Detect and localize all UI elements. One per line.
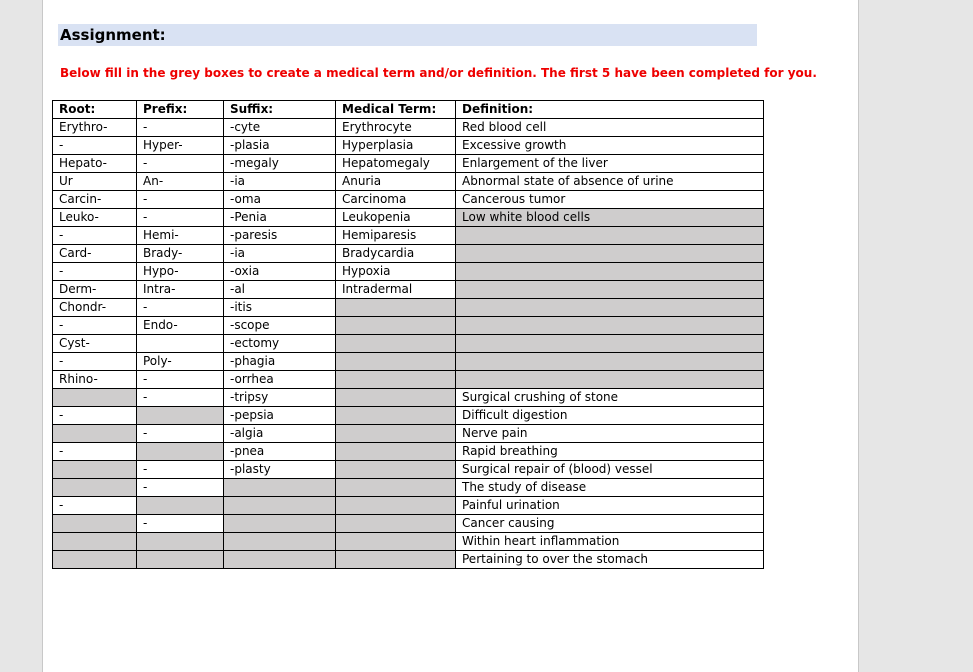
cell-root: - [53,263,137,281]
fill-in-box-medical-term[interactable] [336,407,456,425]
cell-prefix [137,335,224,353]
cell-root: Chondr- [53,299,137,317]
cell-root: - [53,407,137,425]
fill-in-box-medical-term[interactable] [336,317,456,335]
cell-definition: Abnormal state of absence of urine [456,173,764,191]
cell-root: - [53,137,137,155]
cell-prefix: - [137,191,224,209]
fill-in-box-prefix[interactable] [137,551,224,569]
fill-in-box-prefix[interactable] [137,533,224,551]
cell-root: - [53,443,137,461]
fill-in-box-prefix[interactable] [137,407,224,425]
cell-medical-term: Anuria [336,173,456,191]
cell-prefix: Poly- [137,353,224,371]
cell-root: Erythro- [53,119,137,137]
table-row [53,281,764,299]
table-row [53,443,764,461]
table-row [53,515,764,533]
fill-in-box-root[interactable] [53,461,137,479]
fill-in-box-definition[interactable] [456,299,764,317]
cell-definition: Excessive growth [456,137,764,155]
table-row [53,533,764,551]
cell-suffix: -phagia [224,353,336,371]
fill-in-box-medical-term[interactable] [336,443,456,461]
cell-suffix: -megaly [224,155,336,173]
cell-medical-term: Carcinoma [336,191,456,209]
table-header-row [53,101,764,119]
cell-root: Hepato- [53,155,137,173]
table-row [53,317,764,335]
cell-suffix: -plasty [224,461,336,479]
header-medical-term: Medical Term: [336,101,456,119]
cell-prefix: - [137,209,224,227]
cell-prefix: An- [137,173,224,191]
fill-in-box-medical-term[interactable] [336,551,456,569]
cell-medical-term: Hypoxia [336,263,456,281]
fill-in-box-medical-term[interactable] [336,389,456,407]
fill-in-box-definition[interactable] [456,263,764,281]
cell-root: Leuko- [53,209,137,227]
cell-prefix: Brady- [137,245,224,263]
fill-in-box-definition[interactable] [456,227,764,245]
table-row [53,209,764,227]
table-row [53,497,764,515]
table-row [53,191,764,209]
cell-root: - [53,497,137,515]
fill-in-box-medical-term[interactable] [336,497,456,515]
cell-suffix: -orrhea [224,371,336,389]
fill-in-box-medical-term[interactable] [336,299,456,317]
cell-suffix: -oxia [224,263,336,281]
fill-in-box-definition[interactable] [456,335,764,353]
fill-in-box-suffix[interactable] [224,533,336,551]
cell-prefix: - [137,155,224,173]
fill-in-box-definition[interactable]: Low white blood cells [456,209,764,227]
header-definition: Definition: [456,101,764,119]
cell-definition: Surgical crushing of stone [456,389,764,407]
fill-in-box-medical-term[interactable] [336,533,456,551]
fill-in-box-definition[interactable] [456,245,764,263]
cell-root: Carcin- [53,191,137,209]
cell-prefix: Hypo- [137,263,224,281]
fill-in-box-root[interactable] [53,425,137,443]
cell-prefix: Hemi- [137,227,224,245]
fill-in-box-suffix[interactable] [224,479,336,497]
fill-in-box-medical-term[interactable] [336,371,456,389]
cell-suffix: -plasia [224,137,336,155]
table-row [53,137,764,155]
fill-in-box-root[interactable] [53,389,137,407]
table-row [53,263,764,281]
table-row [53,335,764,353]
cell-suffix: -Penia [224,209,336,227]
fill-in-box-prefix[interactable] [137,443,224,461]
table-row [53,461,764,479]
cell-suffix: -paresis [224,227,336,245]
fill-in-box-suffix[interactable] [224,497,336,515]
fill-in-box-medical-term[interactable] [336,353,456,371]
fill-in-box-root[interactable] [53,533,137,551]
cell-suffix: -pnea [224,443,336,461]
cell-prefix: - [137,299,224,317]
cell-prefix: Hyper- [137,137,224,155]
fill-in-box-definition[interactable] [456,371,764,389]
cell-prefix: Endo- [137,317,224,335]
cell-prefix: - [137,371,224,389]
fill-in-box-medical-term[interactable] [336,335,456,353]
cell-prefix: - [137,119,224,137]
fill-in-box-suffix[interactable] [224,515,336,533]
cell-definition: The study of disease [456,479,764,497]
cell-prefix: - [137,461,224,479]
cell-definition: Pertaining to over the stomach [456,551,764,569]
cell-definition: Surgical repair of (blood) vessel [456,461,764,479]
cell-suffix: -oma [224,191,336,209]
cell-suffix: -tripsy [224,389,336,407]
cell-suffix: -al [224,281,336,299]
cell-prefix: - [137,515,224,533]
fill-in-box-definition[interactable] [456,317,764,335]
cell-prefix: - [137,479,224,497]
assignment-heading: Assignment: [58,24,757,46]
fill-in-box-medical-term[interactable] [336,461,456,479]
cell-suffix: -itis [224,299,336,317]
cell-suffix: -ia [224,173,336,191]
cell-definition: Nerve pain [456,425,764,443]
instructions-text: Below fill in the grey boxes to create a medical term and/or definition. The first 5 have been completed for you. [60,66,817,80]
fill-in-box-definition[interactable] [456,353,764,371]
cell-root: Cyst- [53,335,137,353]
cell-suffix: -pepsia [224,407,336,425]
fill-in-box-root[interactable] [53,551,137,569]
cell-medical-term: Leukopenia [336,209,456,227]
cell-definition: Red blood cell [456,119,764,137]
header-root: Root: [53,101,137,119]
table-row [53,227,764,245]
fill-in-box-medical-term[interactable] [336,425,456,443]
fill-in-box-medical-term[interactable] [336,515,456,533]
cell-root: Card- [53,245,137,263]
fill-in-box-prefix[interactable] [137,497,224,515]
table-row [53,119,764,137]
cell-root: Rhino- [53,371,137,389]
table-row [53,173,764,191]
table-row [53,425,764,443]
cell-suffix: -ia [224,245,336,263]
cell-definition: Within heart inflammation [456,533,764,551]
fill-in-box-definition[interactable] [456,281,764,299]
cell-root: Derm- [53,281,137,299]
table-row [53,155,764,173]
medical-terms-table [52,100,764,569]
cell-prefix: - [137,389,224,407]
cell-medical-term: Hyperplasia [336,137,456,155]
table-row [53,551,764,569]
cell-definition: Painful urination [456,497,764,515]
cell-suffix: -algia [224,425,336,443]
fill-in-box-medical-term[interactable] [336,479,456,497]
cell-definition: Difficult digestion [456,407,764,425]
table-row [53,299,764,317]
cell-definition: Cancerous tumor [456,191,764,209]
cell-definition: Enlargement of the liver [456,155,764,173]
table-row [53,371,764,389]
cell-root: Ur [53,173,137,191]
fill-in-box-root[interactable] [53,515,137,533]
cell-root: - [53,353,137,371]
header-prefix: Prefix: [137,101,224,119]
table-row [53,353,764,371]
cell-definition: Cancer causing [456,515,764,533]
header-suffix: Suffix: [224,101,336,119]
table-row [53,479,764,497]
cell-medical-term: Bradycardia [336,245,456,263]
cell-suffix: -scope [224,317,336,335]
cell-suffix: -cyte [224,119,336,137]
cell-suffix: -ectomy [224,335,336,353]
table-row [53,245,764,263]
table-row [53,407,764,425]
fill-in-box-root[interactable] [53,479,137,497]
fill-in-box-suffix[interactable] [224,551,336,569]
cell-medical-term: Erythrocyte [336,119,456,137]
cell-root: - [53,317,137,335]
cell-definition: Rapid breathing [456,443,764,461]
cell-medical-term: Intradermal [336,281,456,299]
table-row [53,389,764,407]
cell-medical-term: Hemiparesis [336,227,456,245]
cell-prefix: - [137,425,224,443]
cell-medical-term: Hepatomegaly [336,155,456,173]
cell-root: - [53,227,137,245]
cell-prefix: Intra- [137,281,224,299]
